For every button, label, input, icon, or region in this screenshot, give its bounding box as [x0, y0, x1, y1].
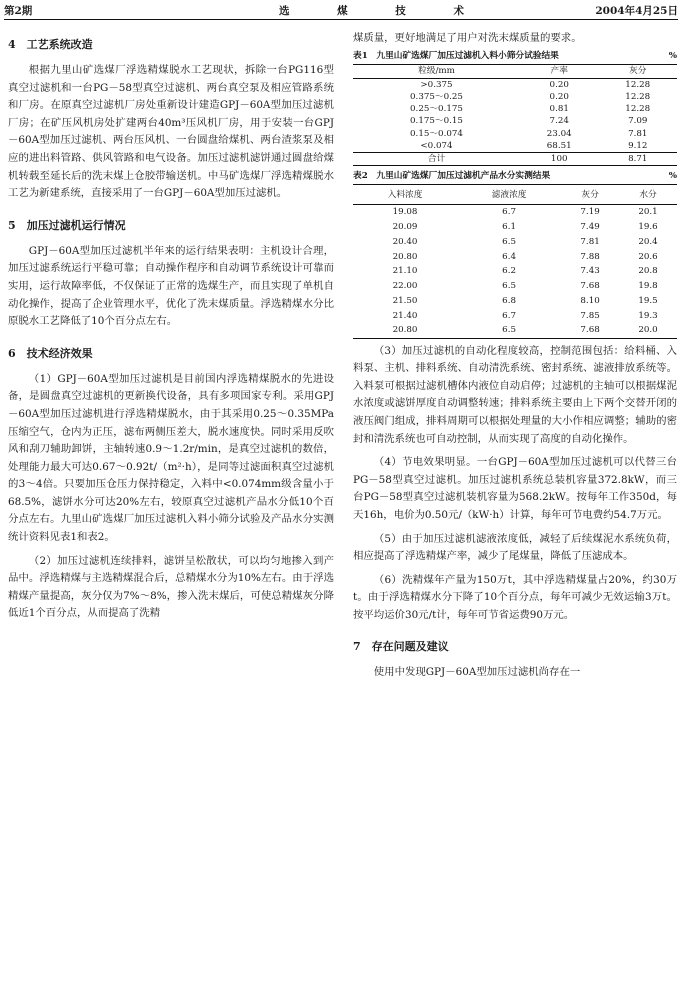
- table-cell: 12.28: [625, 104, 651, 115]
- table-cell: 0.175～0.15: [410, 116, 463, 127]
- table-cell: 22.00: [392, 281, 418, 292]
- table-2-header: 入料浓度: [387, 189, 423, 200]
- table-row: [353, 323, 677, 338]
- table-cell: 7.81: [580, 236, 600, 247]
- section-4-paragraph: 根据九里山矿选煤厂浮选精煤脱水工艺现状，拆除一台PG116型真空过滤机和一台PG－58型真空过滤机、两台真空泵及相应管路系统和厂房。在原真空过滤机厂房处重新设计建造GPJ－60A型加压过滤机厂房；在矿压风机房处扩建两台40m³压风机厂房，用于安装一台GPJ－60A型加压过滤机、两台压风机、一台圆盘给煤机、两台渣浆泵及相应的进出料管路、供风管路和电气设备。加压过滤机滤饼通过圆盘给煤机转载至延长后的洗末煤上仓胶带输送机。中马矿选煤厂浮选精煤脱水工艺为新建系统，直接采用了一台GPJ－60A型加压过滤机。: [8, 64, 334, 200]
- table-cell: 7.88: [580, 251, 600, 262]
- table-row: [353, 78, 677, 91]
- table-1-header: 灰分: [629, 65, 647, 76]
- table-cell: 20.6: [638, 251, 658, 262]
- table-cell: 6.5: [502, 236, 516, 247]
- table-cell: 6.1: [502, 221, 516, 232]
- table-2: [353, 184, 677, 338]
- table-cell: 7.68: [580, 281, 600, 292]
- table-2-header: 水分: [639, 189, 657, 200]
- table-row: [353, 220, 677, 235]
- table-cell: 7.24: [549, 116, 569, 127]
- table-cell: 合计: [427, 154, 446, 165]
- table-cell: 7.49: [580, 221, 600, 232]
- left-column: [8, 32, 334, 623]
- table-cell: 19.08: [392, 207, 418, 218]
- table-cell: 21.10: [392, 266, 418, 277]
- table-2-header-row: [353, 185, 677, 205]
- table-cell: 6.7: [502, 310, 516, 321]
- section-4-title: 4 工艺系统改造: [8, 38, 93, 51]
- table-row: [353, 205, 677, 220]
- table-cell: 20.40: [392, 236, 418, 247]
- table-cell: 12.28: [625, 91, 651, 102]
- table-2-header: 滤液浓度: [491, 189, 527, 200]
- section-5-title: 5 加压过滤机运行情况: [8, 218, 126, 232]
- table-cell: 6.4: [502, 251, 516, 262]
- section-7-paragraph: 使用中发现GPJ－60A型加压过滤机尚存在一: [373, 666, 581, 679]
- table-cell: 6.5: [502, 325, 516, 336]
- table-2-caption: [353, 169, 677, 183]
- table-1-title: 表1 九里山矿选煤厂加压过滤机入料小筛分试验结果: [353, 50, 559, 61]
- table-cell: 7.09: [628, 116, 648, 127]
- table-cell: 20.09: [392, 221, 418, 232]
- table-row: [353, 128, 677, 140]
- table-row: [353, 264, 677, 279]
- continued-paragraph: 煤质量，更好地满足了用户对洗末煤质量的要求。: [353, 32, 582, 44]
- section-5-paragraph: GPJ－60A型加压过滤机半年来的运行结果表明：主机设计合理，加压过滤系统运行平稳可靠；自动操作程序和自动调节系统设计可靠而实用，运行故障率低，不仅保证了正常的选煤生产，而且实现了单机自动化操作，提高了企业管理水平，优化了洗末煤质量。浮选精煤水分比原脱水工艺降低了10个百分点左右。: [8, 244, 334, 328]
- table-cell: 20.80: [392, 325, 418, 336]
- table-cell: <0.074: [420, 140, 453, 151]
- table-1-header: 产率: [550, 65, 568, 76]
- section-6-title: 6 技术经济效果: [8, 346, 93, 360]
- table-cell: 7.81: [628, 128, 648, 139]
- table-cell: 23.04: [546, 128, 572, 139]
- table-cell: 20.80: [392, 251, 418, 262]
- table-1-caption: [353, 49, 677, 63]
- table-cell: 12.28: [625, 79, 651, 90]
- table-2-header: 灰分: [581, 189, 599, 200]
- table-cell: 7.43: [580, 266, 600, 277]
- table-cell: 6.8: [502, 295, 516, 306]
- table-cell: 7.68: [580, 325, 600, 336]
- table-1-header-row: [353, 64, 677, 78]
- table-cell: 19.5: [638, 295, 658, 306]
- table-row: [353, 103, 677, 115]
- table-row: [353, 140, 677, 153]
- table-cell: 0.81: [549, 104, 569, 115]
- table-row: [353, 234, 677, 249]
- table-1-unit: %: [668, 50, 677, 61]
- running-header: [4, 3, 678, 19]
- table-cell: 19.6: [638, 221, 658, 232]
- section-6-paragraph-1: （1）GPJ－60A型加压过滤机是目前国内浮选精煤脱水的先进设备，是圆盘真空过滤机的更新换代设备，具有多项国家专利。采用GPJ－60A型加压过滤机进行浮选精煤脱水，由于其采用0.25～0.35MPa压缩空气，仓内为正压，滤布两侧压差大，脱水速度快。同时采用反吹风和刮刀辅助卸饼，主轴转速0.9～1.2r/min，是真空过滤机的数倍，处理能力最大可达0.67～0.92t/（m²·h），是同等过滤面积真空过滤机的3～4倍。只要加压仓压力保持稳定，入料中<0.074mm级含量小于68.5%，滤饼水分可达20%左右，较原真空过滤机产品水分低10个百分点左右。九里山矿选煤厂加压过滤机入料小筛分试验及产品水分实测统计资料见表1和表2。: [8, 372, 334, 544]
- table-cell: 20.0: [638, 325, 658, 336]
- table-cell: 0.25～0.175: [410, 104, 463, 115]
- table-cell: 9.12: [628, 140, 648, 151]
- table-row: [353, 294, 677, 309]
- table-cell: 7.85: [580, 310, 600, 321]
- table-cell: 0.375～0.25: [410, 91, 463, 102]
- table-cell: 20.8: [638, 266, 658, 277]
- paragraph-transport: （6）洗精煤年产量为150万t，其中浮选精煤量占20%，约30万t。由于浮选精煤水分下降了10个百分点，每年可减少无效运输3万t。按平均运价30元/t计，每年可节省运费90万元。: [353, 573, 677, 621]
- table-cell: 0.20: [549, 91, 569, 102]
- paragraph-filtrate: （5）由于加压过滤机滤液浓度低，减轻了后续煤泥水系统负荷，相应提高了浮选精煤产率，减少了尾煤量，降低了压滤成本。: [353, 532, 677, 563]
- table-cell: 7.19: [580, 207, 600, 218]
- table-cell: 6.2: [502, 266, 516, 277]
- table-row: [353, 279, 677, 294]
- table-cell: 8.10: [580, 295, 600, 306]
- table-cell: 68.51: [546, 140, 572, 151]
- header-rule: [4, 19, 678, 20]
- table-row: [353, 91, 677, 103]
- table-total-row: [353, 153, 677, 166]
- table-cell: 6.7: [502, 207, 516, 218]
- table-cell: 0.20: [549, 79, 569, 90]
- table-cell: 19.8: [638, 281, 658, 292]
- table-cell: 19.3: [638, 310, 658, 321]
- section-7-title: 7 存在问题及建议: [353, 640, 449, 654]
- table-2-unit: %: [668, 171, 677, 182]
- table-2-title: 表2 九里山矿选煤厂加压过滤机产品水分实测结果: [353, 171, 551, 182]
- issue-date: 2004年4月25日: [595, 5, 678, 17]
- issue-number: 第2期: [4, 5, 33, 17]
- table-row: [353, 308, 677, 323]
- table-cell: 20.1: [638, 207, 658, 218]
- table-cell: 100: [550, 154, 568, 165]
- table-cell: >0.375: [420, 79, 453, 90]
- table-cell: 21.50: [392, 295, 418, 306]
- journal-name: 选 煤 技 术: [279, 5, 486, 17]
- table-cell: 8.71: [628, 154, 648, 165]
- table-cell: 6.5: [502, 281, 516, 292]
- table-cell: 21.40: [392, 310, 418, 321]
- paragraph-automation: （3）加压过滤机的自动化程度较高，控制范围包括：给料桶、入料泵、主机、排料系统、自动清洗系统、密封系统、滤液排放系统等。入料泵可根据过滤机槽体内液位自动启停；过滤机的主轴可以根据煤泥水浓度或滤饼厚度自动调整转速；排料系统主要由上下两个交替开闭的液压阀门组成，排料周期可以根据处理量的大小作相应调整；辅助的密封和清洗系统也可自动控制，从而实现了高度的自动化操作。: [353, 344, 677, 445]
- section-6-paragraph-2: （2）加压过滤机连续排料，滤饼呈松散状，可以均匀地掺入到产品中。浮选精煤与主选精煤混合后，总精煤水分为10%左右。由于浮选精煤产量提高，灰分仅为7%～8%，掺入洗末煤后，可使总精煤灰分降低近1个百分点，从而提高了洗精: [8, 554, 334, 620]
- table-row: [353, 249, 677, 264]
- table-row: [353, 115, 677, 127]
- table-1-header: 粒级/mm: [418, 65, 455, 76]
- right-column: [353, 30, 677, 682]
- paragraph-power-saving: （4）节电效果明显。一台GPJ－60A型加压过滤机可以代替三台PG－58型真空过滤机。加压过滤机系统总装机容量372.8kW，而三台PG－58型真空过滤机装机容量为568.2kW。按每年工作350d，每天16h，电价为0.50元/（kW·h）计算，每年可节电费约54.7万元。: [353, 456, 677, 521]
- table-cell: 0.15～0.074: [410, 128, 463, 139]
- table-1: [353, 64, 677, 167]
- table-cell: 20.4: [638, 236, 658, 247]
